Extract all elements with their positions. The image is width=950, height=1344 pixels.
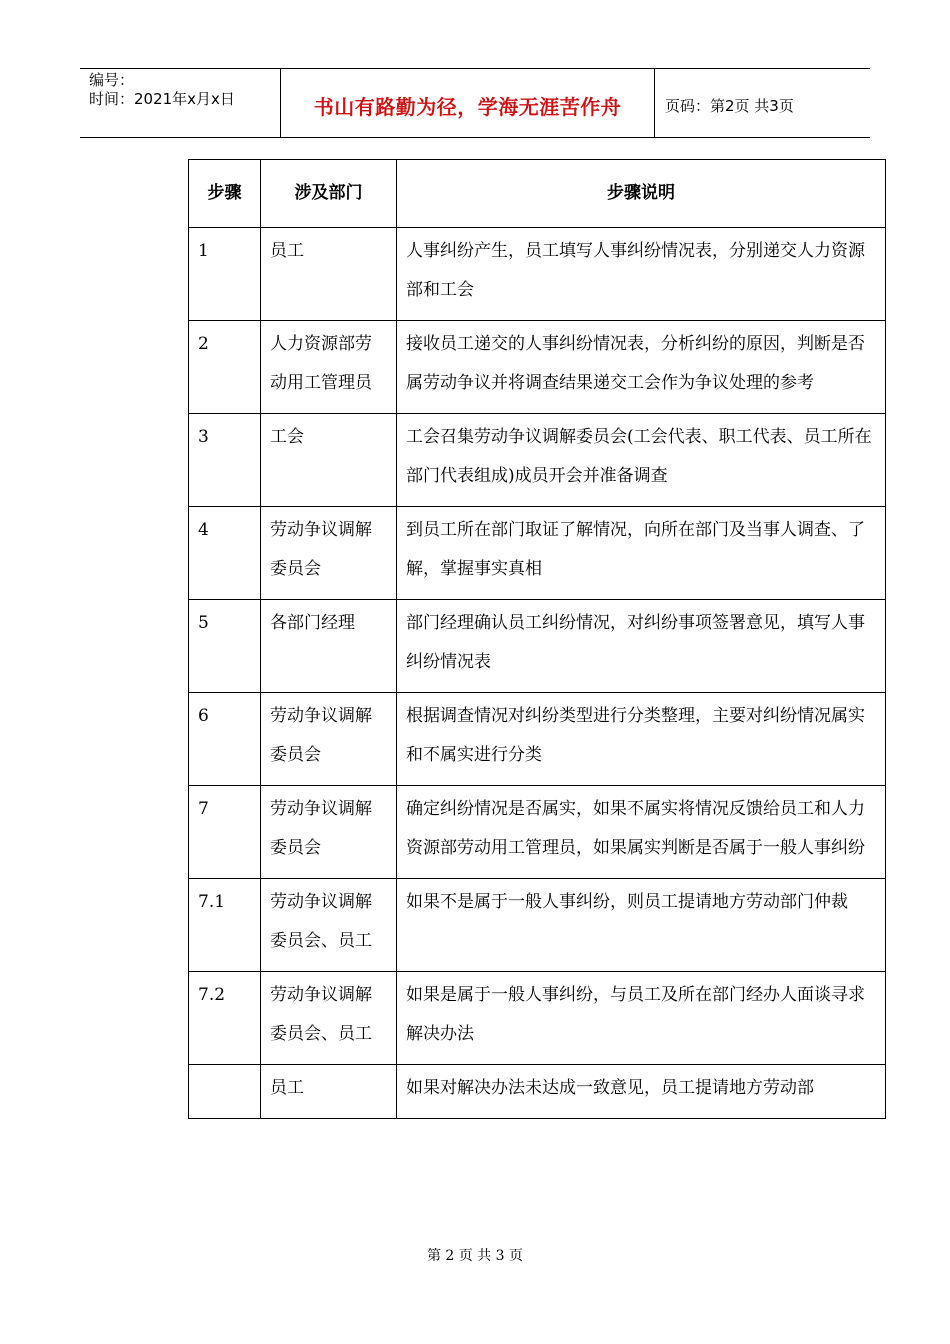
- step-cell: 7.2: [189, 972, 261, 1065]
- desc-cell: 部门经理确认员工纠纷情况，对纠纷事项签署意见，填写人事纠纷情况表: [397, 600, 886, 693]
- table-row: [189, 693, 886, 786]
- step-cell: 1: [189, 228, 261, 321]
- desc-cell: 确定纠纷情况是否属实，如果不属实将情况反馈给员工和人力资源部劳动用工管理员，如果属实判断是否属于一般人事纠纷: [397, 786, 886, 879]
- table-row: [189, 1065, 886, 1119]
- dept-cell: 员工: [261, 1065, 397, 1119]
- dept-cell: 劳动争议调解委员会: [261, 507, 397, 600]
- header-meta: [80, 69, 281, 137]
- step-cell: 5: [189, 600, 261, 693]
- desc-cell: 如果不是属于一般人事纠纷，则员工提请地方劳动部门仲裁: [397, 879, 886, 972]
- column-header-step: 步骤: [189, 160, 261, 228]
- dept-cell: 劳动争议调解委员会、员工: [261, 972, 397, 1065]
- step-cell: 4: [189, 507, 261, 600]
- dept-cell: 劳动争议调解委员会: [261, 786, 397, 879]
- desc-cell: 到员工所在部门取证了解情况，向所在部门及当事人调查、了解，掌握事实真相: [397, 507, 886, 600]
- table-row: [189, 228, 886, 321]
- table-row: [189, 972, 886, 1065]
- step-cell: [189, 1065, 261, 1119]
- page-header: [80, 68, 870, 138]
- header-date: 时间：2021年x月x日: [89, 90, 235, 108]
- dept-cell: 员工: [261, 228, 397, 321]
- table-row: [189, 414, 886, 507]
- dept-cell: 劳动争议调解委员会: [261, 693, 397, 786]
- table-row: [189, 507, 886, 600]
- table-row: [189, 321, 886, 414]
- desc-cell: 工会召集劳动争议调解委员会(工会代表、职工代表、员工所在部门代表组成)成员开会并准备调查: [397, 414, 886, 507]
- column-header-dept: 涉及部门: [261, 160, 397, 228]
- desc-cell: 如果对解决办法未达成一致意见，员工提请地方劳动部: [397, 1065, 886, 1119]
- table-row: [189, 600, 886, 693]
- desc-cell: 人事纠纷产生，员工填写人事纠纷情况表，分别递交人力资源部和工会: [397, 228, 886, 321]
- column-header-desc: 步骤说明: [397, 160, 886, 228]
- table-row: [189, 786, 886, 879]
- dept-cell: 工会: [261, 414, 397, 507]
- step-cell: 6: [189, 693, 261, 786]
- desc-cell: 接收员工递交的人事纠纷情况表，分析纠纷的原因，判断是否属劳动争议并将调查结果递交工会作为争议处理的参考: [397, 321, 886, 414]
- header-page-number: 页码：第2页 共3页: [665, 96, 794, 115]
- header-number: 编号：: [89, 71, 135, 89]
- header-motto: 书山有路勤为径，学海无涯苦作舟: [281, 69, 655, 137]
- page-footer: 第 2 页 共 3 页: [426, 1248, 524, 1264]
- dept-cell: 人力资源部劳动用工管理员: [261, 321, 397, 414]
- table-header-row: [189, 160, 886, 228]
- step-cell: 3: [189, 414, 261, 507]
- table-row: [189, 879, 886, 972]
- step-cell: 2: [189, 321, 261, 414]
- step-cell: 7.1: [189, 879, 261, 972]
- dept-cell: 劳动争议调解委员会、员工: [261, 879, 397, 972]
- dept-cell: 各部门经理: [261, 600, 397, 693]
- desc-cell: 根据调查情况对纠纷类型进行分类整理，主要对纠纷情况属实和不属实进行分类: [397, 693, 886, 786]
- desc-cell: 如果是属于一般人事纠纷，与员工及所在部门经办人面谈寻求解决办法: [397, 972, 886, 1065]
- step-cell: 7: [189, 786, 261, 879]
- procedure-table: [188, 159, 886, 1119]
